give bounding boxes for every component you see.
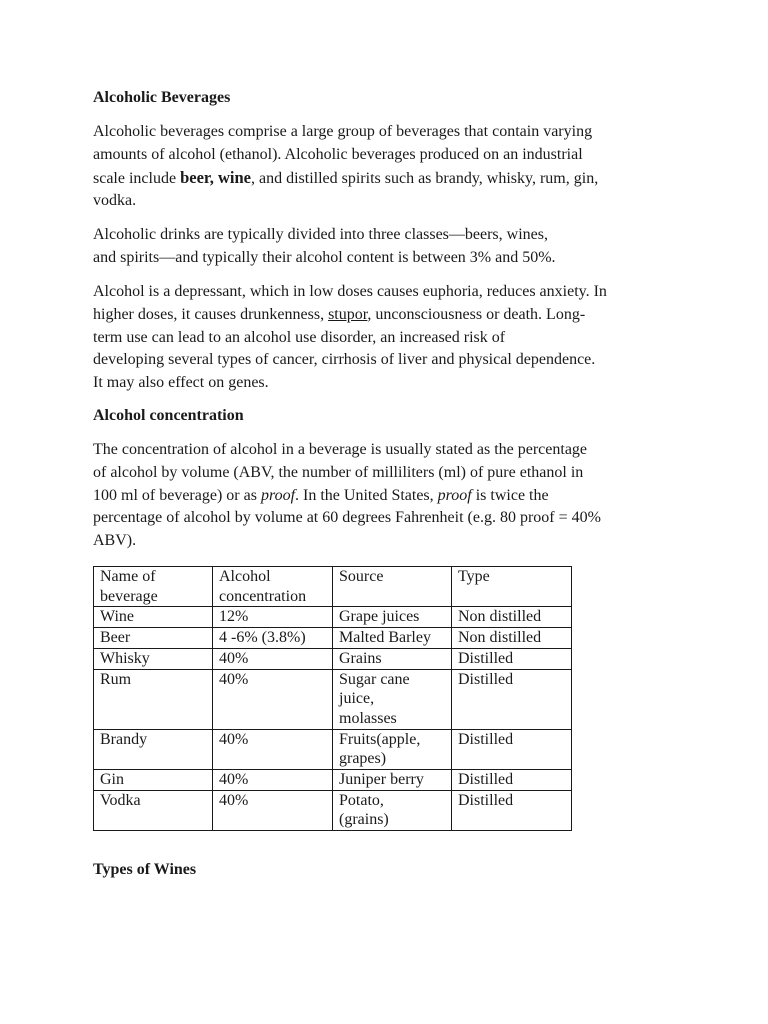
paragraph-line	[93, 304, 693, 327]
italic-text: proof	[260, 486, 296, 504]
cell-line: (grains)	[339, 811, 389, 829]
table-row	[94, 729, 572, 769]
cell-line: Juniper berry	[339, 771, 424, 789]
paragraph-classes	[93, 224, 693, 270]
paragraph-line: Alcoholic drinks are typically divided into three classes—beers, wines,	[93, 226, 548, 243]
cell-line: Alcohol	[219, 568, 271, 585]
cell-line: molasses	[339, 709, 397, 727]
cell-line: Gin	[100, 771, 124, 789]
table-header-row	[94, 567, 572, 607]
table-row	[94, 669, 572, 729]
cell-line: Distilled	[458, 670, 514, 688]
cell-line: 40%	[219, 771, 249, 789]
cell-line: Distilled	[458, 730, 514, 748]
cell-type	[452, 628, 572, 649]
cell-line: Distilled	[458, 771, 514, 789]
cell-line: 40%	[219, 791, 249, 809]
header-concentration	[213, 567, 333, 607]
cell-line: Whisky	[100, 649, 150, 667]
paragraph-line: and spirits—and typically their alcohol content is between 3% and 50%.	[93, 248, 556, 266]
paragraph-line: vodka.	[93, 192, 137, 210]
text-span: 100 ml of beverage) or as	[93, 486, 261, 504]
paragraph-depressant	[93, 281, 693, 395]
paragraph-line: Alcoholic beverages comprise a large group of beverages that contain varying	[93, 123, 593, 140]
heading-alcoholic-beverages: Alcoholic Beverages	[93, 89, 231, 106]
cell-line: Wine	[100, 608, 135, 626]
cell-beverage-name	[94, 669, 213, 729]
cell-source	[333, 729, 452, 769]
cell-line: grapes)	[339, 750, 387, 768]
cell-line: Distilled	[458, 649, 514, 667]
table-row	[94, 628, 572, 649]
paragraph-line: developing several types of cancer, cirrhosis of liver and physical dependence.	[93, 351, 596, 369]
paragraph-line	[93, 167, 693, 191]
cell-line: Non distilled	[458, 608, 542, 626]
cell-concentration	[213, 790, 333, 830]
cell-beverage-name	[94, 790, 213, 830]
paragraph-line: ABV).	[93, 532, 137, 550]
cell-source	[333, 770, 452, 791]
header-name	[94, 567, 213, 607]
cell-line: Type	[458, 568, 490, 585]
cell-concentration	[213, 669, 333, 729]
cell-line: Name of	[100, 568, 156, 585]
table-row	[94, 648, 572, 669]
cell-type	[452, 790, 572, 830]
cell-type	[452, 648, 572, 669]
cell-source	[333, 669, 452, 729]
cell-type	[452, 669, 572, 729]
italic-text: proof	[437, 486, 472, 504]
paragraph-line: percentage of alcohol by volume at 60 degrees Fahrenheit (e.g. 80 proof = 40%	[93, 509, 601, 527]
cell-source	[333, 790, 452, 830]
cell-type	[452, 729, 572, 769]
header-source	[333, 567, 452, 607]
cell-line: Source	[339, 568, 384, 585]
cell-type	[452, 770, 572, 791]
cell-line: Beer	[100, 629, 131, 647]
table-row	[94, 790, 572, 830]
cell-line: Malted Barley	[339, 629, 431, 647]
text-span: scale include	[93, 169, 181, 187]
paragraph-line: Alcohol is a depressant, which in low doses causes euphoria, reduces anxiety. In	[93, 283, 607, 300]
paragraph-line: term use can lead to an alcohol use disorder, an increased risk of	[93, 328, 506, 346]
text-span: , and distilled spirits such as brandy, whisky, rum, gin,	[250, 169, 599, 187]
text-span: , unconsciousness or death. Long-	[367, 305, 586, 323]
table-row	[94, 607, 572, 628]
bold-text: beer, wine	[180, 167, 251, 187]
cell-line: Grains	[339, 649, 382, 667]
underlined-text: stupor	[328, 305, 368, 323]
cell-line: Sugar cane	[339, 670, 410, 688]
beverage-table	[93, 566, 572, 831]
paragraph-intro	[93, 121, 693, 213]
header-type	[452, 567, 572, 607]
cell-beverage-name	[94, 648, 213, 669]
cell-beverage-name	[94, 770, 213, 791]
cell-concentration	[213, 729, 333, 769]
cell-line: 40%	[219, 670, 249, 688]
paragraph-line: The concentration of alcohol in a beverage is usually stated as the percentage	[93, 441, 588, 458]
cell-line: concentration	[219, 587, 307, 605]
cell-type	[452, 607, 572, 628]
cell-line: Grape juices	[339, 608, 420, 626]
heading-alcohol-concentration: Alcohol concentration	[93, 407, 244, 424]
cell-concentration	[213, 628, 333, 649]
paragraph-line: of alcohol by volume (ABV, the number of milliliters (ml) of pure ethanol in	[93, 463, 584, 481]
cell-line: beverage	[100, 587, 158, 605]
cell-line: Rum	[100, 670, 132, 688]
cell-line: 40%	[219, 730, 249, 748]
cell-concentration	[213, 770, 333, 791]
cell-line: 4 -6% (3.8%)	[219, 629, 306, 647]
cell-beverage-name	[94, 607, 213, 628]
cell-line: 40%	[219, 649, 249, 667]
table-row	[94, 770, 572, 791]
paragraph-line: It may also effect on genes.	[93, 374, 269, 392]
cell-source	[333, 648, 452, 669]
cell-line: juice,	[339, 690, 375, 708]
cell-line: Vodka	[100, 791, 141, 809]
cell-line: Distilled	[458, 791, 514, 809]
text-span: is twice the	[471, 486, 549, 504]
cell-line: 12%	[219, 608, 249, 626]
beverage-table-body	[94, 567, 572, 831]
text-span: higher doses, it causes drunkenness,	[93, 305, 329, 323]
cell-beverage-name	[94, 729, 213, 769]
heading-types-of-wines: Types of Wines	[93, 861, 197, 878]
cell-line: Fruits(apple,	[339, 730, 421, 748]
cell-concentration	[213, 607, 333, 628]
cell-source	[333, 628, 452, 649]
cell-line: Non distilled	[458, 629, 542, 647]
cell-source	[333, 607, 452, 628]
paragraph-line	[93, 485, 693, 508]
paragraph-line: amounts of alcohol (ethanol). Alcoholic beverages produced on an industrial	[93, 145, 583, 163]
paragraph-concentration	[93, 439, 693, 553]
cell-concentration	[213, 648, 333, 669]
cell-beverage-name	[94, 628, 213, 649]
cell-line: Brandy	[100, 730, 148, 748]
cell-line: Potato,	[339, 791, 384, 809]
text-span: . In the United States,	[295, 486, 438, 504]
